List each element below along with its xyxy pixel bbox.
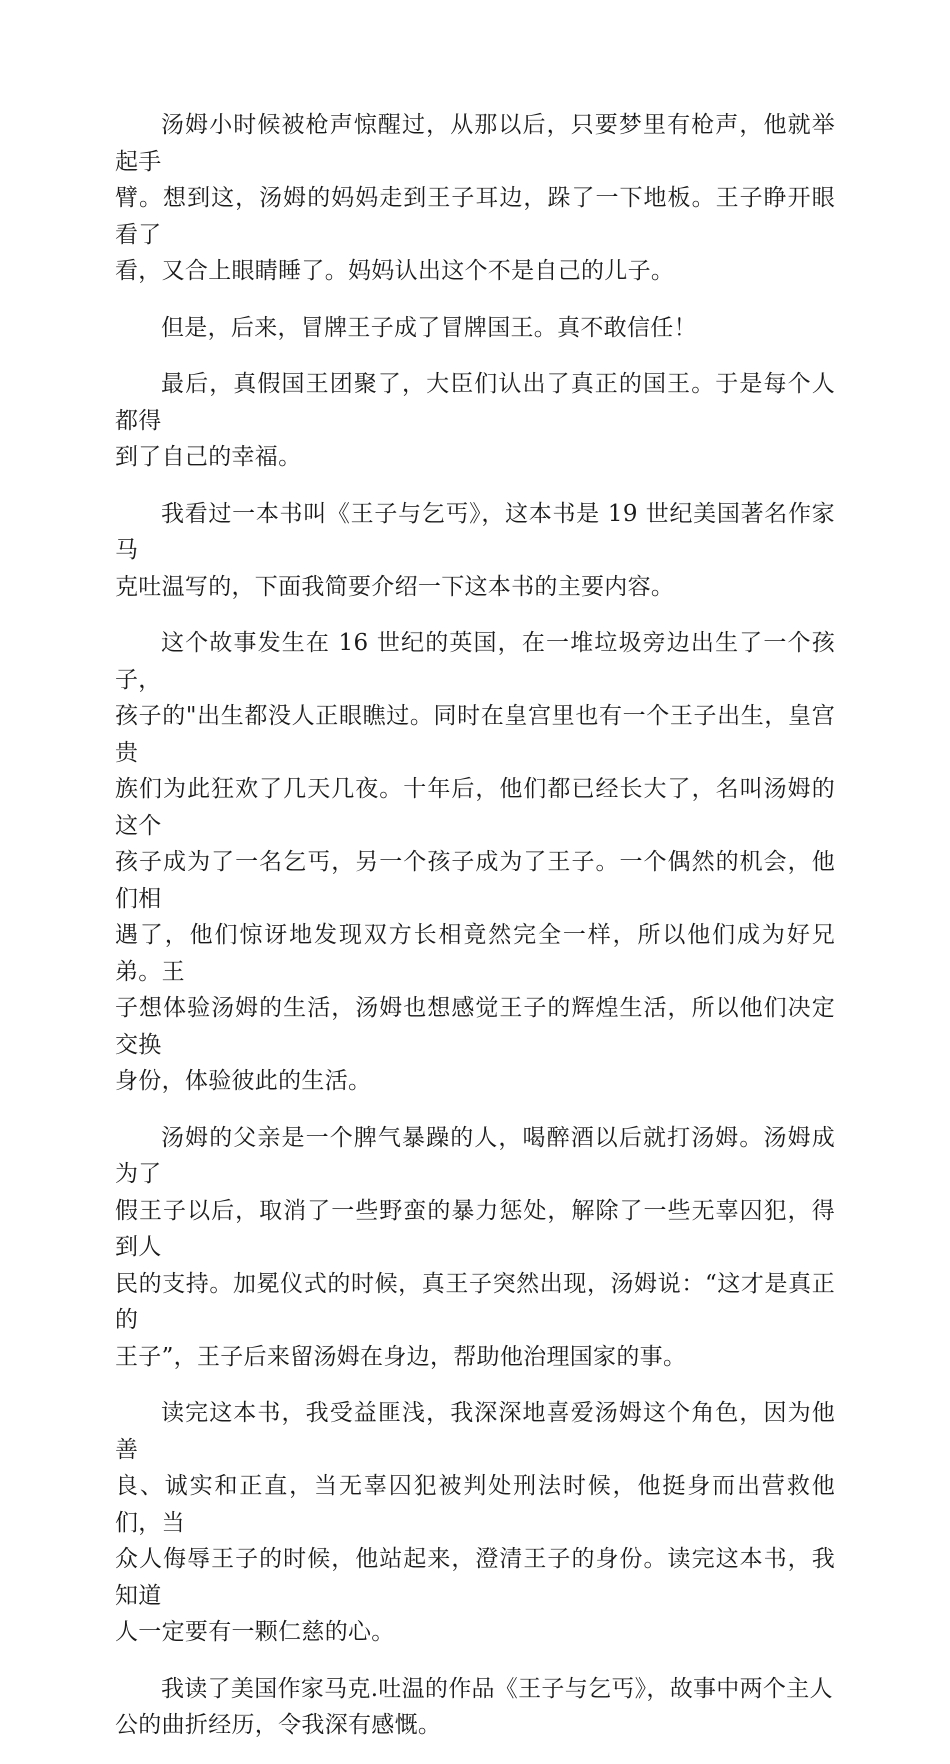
paragraph-2: 但是，后来，冒牌王子成了冒牌国王。真不敢信任！ xyxy=(161,314,697,341)
paragraph-8: 我读了美国作家马克.吐温的作品《王子与乞丐》，故事中两个主人 公的曲折经历，令我深有感慨。 xyxy=(115,1675,833,1738)
document-body xyxy=(115,107,835,1764)
paragraph-4: 我看过一本书叫《王子与乞丐》，这本书是 19 世纪美国著名作家马 克吐温写的，下面我简要介绍一下这本书的主要内容。 xyxy=(115,500,835,600)
paragraph-7: 读完这本书，我受益匪浅，我深深地喜爱汤姆这个角色，因为他善 良、诚实和正直，当无辜囚犯被判处刑法时候，他挺身而出营救他们，当 众人侮辱王子的时候，他站起来，澄清王子的身份。读完这本书，我知道 人一定要有一颗仁慈的心。 xyxy=(115,1400,835,1645)
paragraph-6: 汤姆的父亲是一个脾气暴躁的人，喝醉酒以后就打汤姆。汤姆成为了 假王子以后，取消了一些野蛮的暴力惩处，解除了一些无辜囚犯，得到人 民的支持。加冕仪式的时候，真王子突然出现，汤姆说：“这才是真正的 王子”，王子后来留汤姆在身边，帮助他治理国家的事。 xyxy=(115,1124,835,1370)
paragraph-1: 汤姆小时候被枪声惊醒过，从那以后，只要梦里有枪声，他就举起手 臂。想到这，汤姆的妈妈走到王子耳边，跺了一下地板。王子睁开眼看了 看，又合上眼睛睡了。妈妈认出这个不是自己的儿子。 xyxy=(115,112,835,284)
paragraph-3: 最后，真假国王团聚了，大臣们认出了真正的国王。于是每个人都得 到了自己的幸福。 xyxy=(115,371,835,470)
paragraph-5: 这个故事发生在 16 世纪的英国，在一堆垃圾旁边出生了一个孩子， 孩子的"出生都没人正眼瞧过。同时在皇宫里也有一个王子出生，皇宫贵 族们为此狂欢了几天几夜。十年后，他们都已经长大了，名叫汤姆的这个 孩子成为了一名乞丐，另一个孩子成为了王子。一个偶然的机会，他们相 遇了，他们惊讶地发现双方长相竟然完全一样，所以他们成为好兄弟。王 子想体验汤姆的生活，汤姆也想感觉王子的辉煌生活，所以他们决定交换 身份，体验彼此的生活。 xyxy=(115,630,835,1094)
